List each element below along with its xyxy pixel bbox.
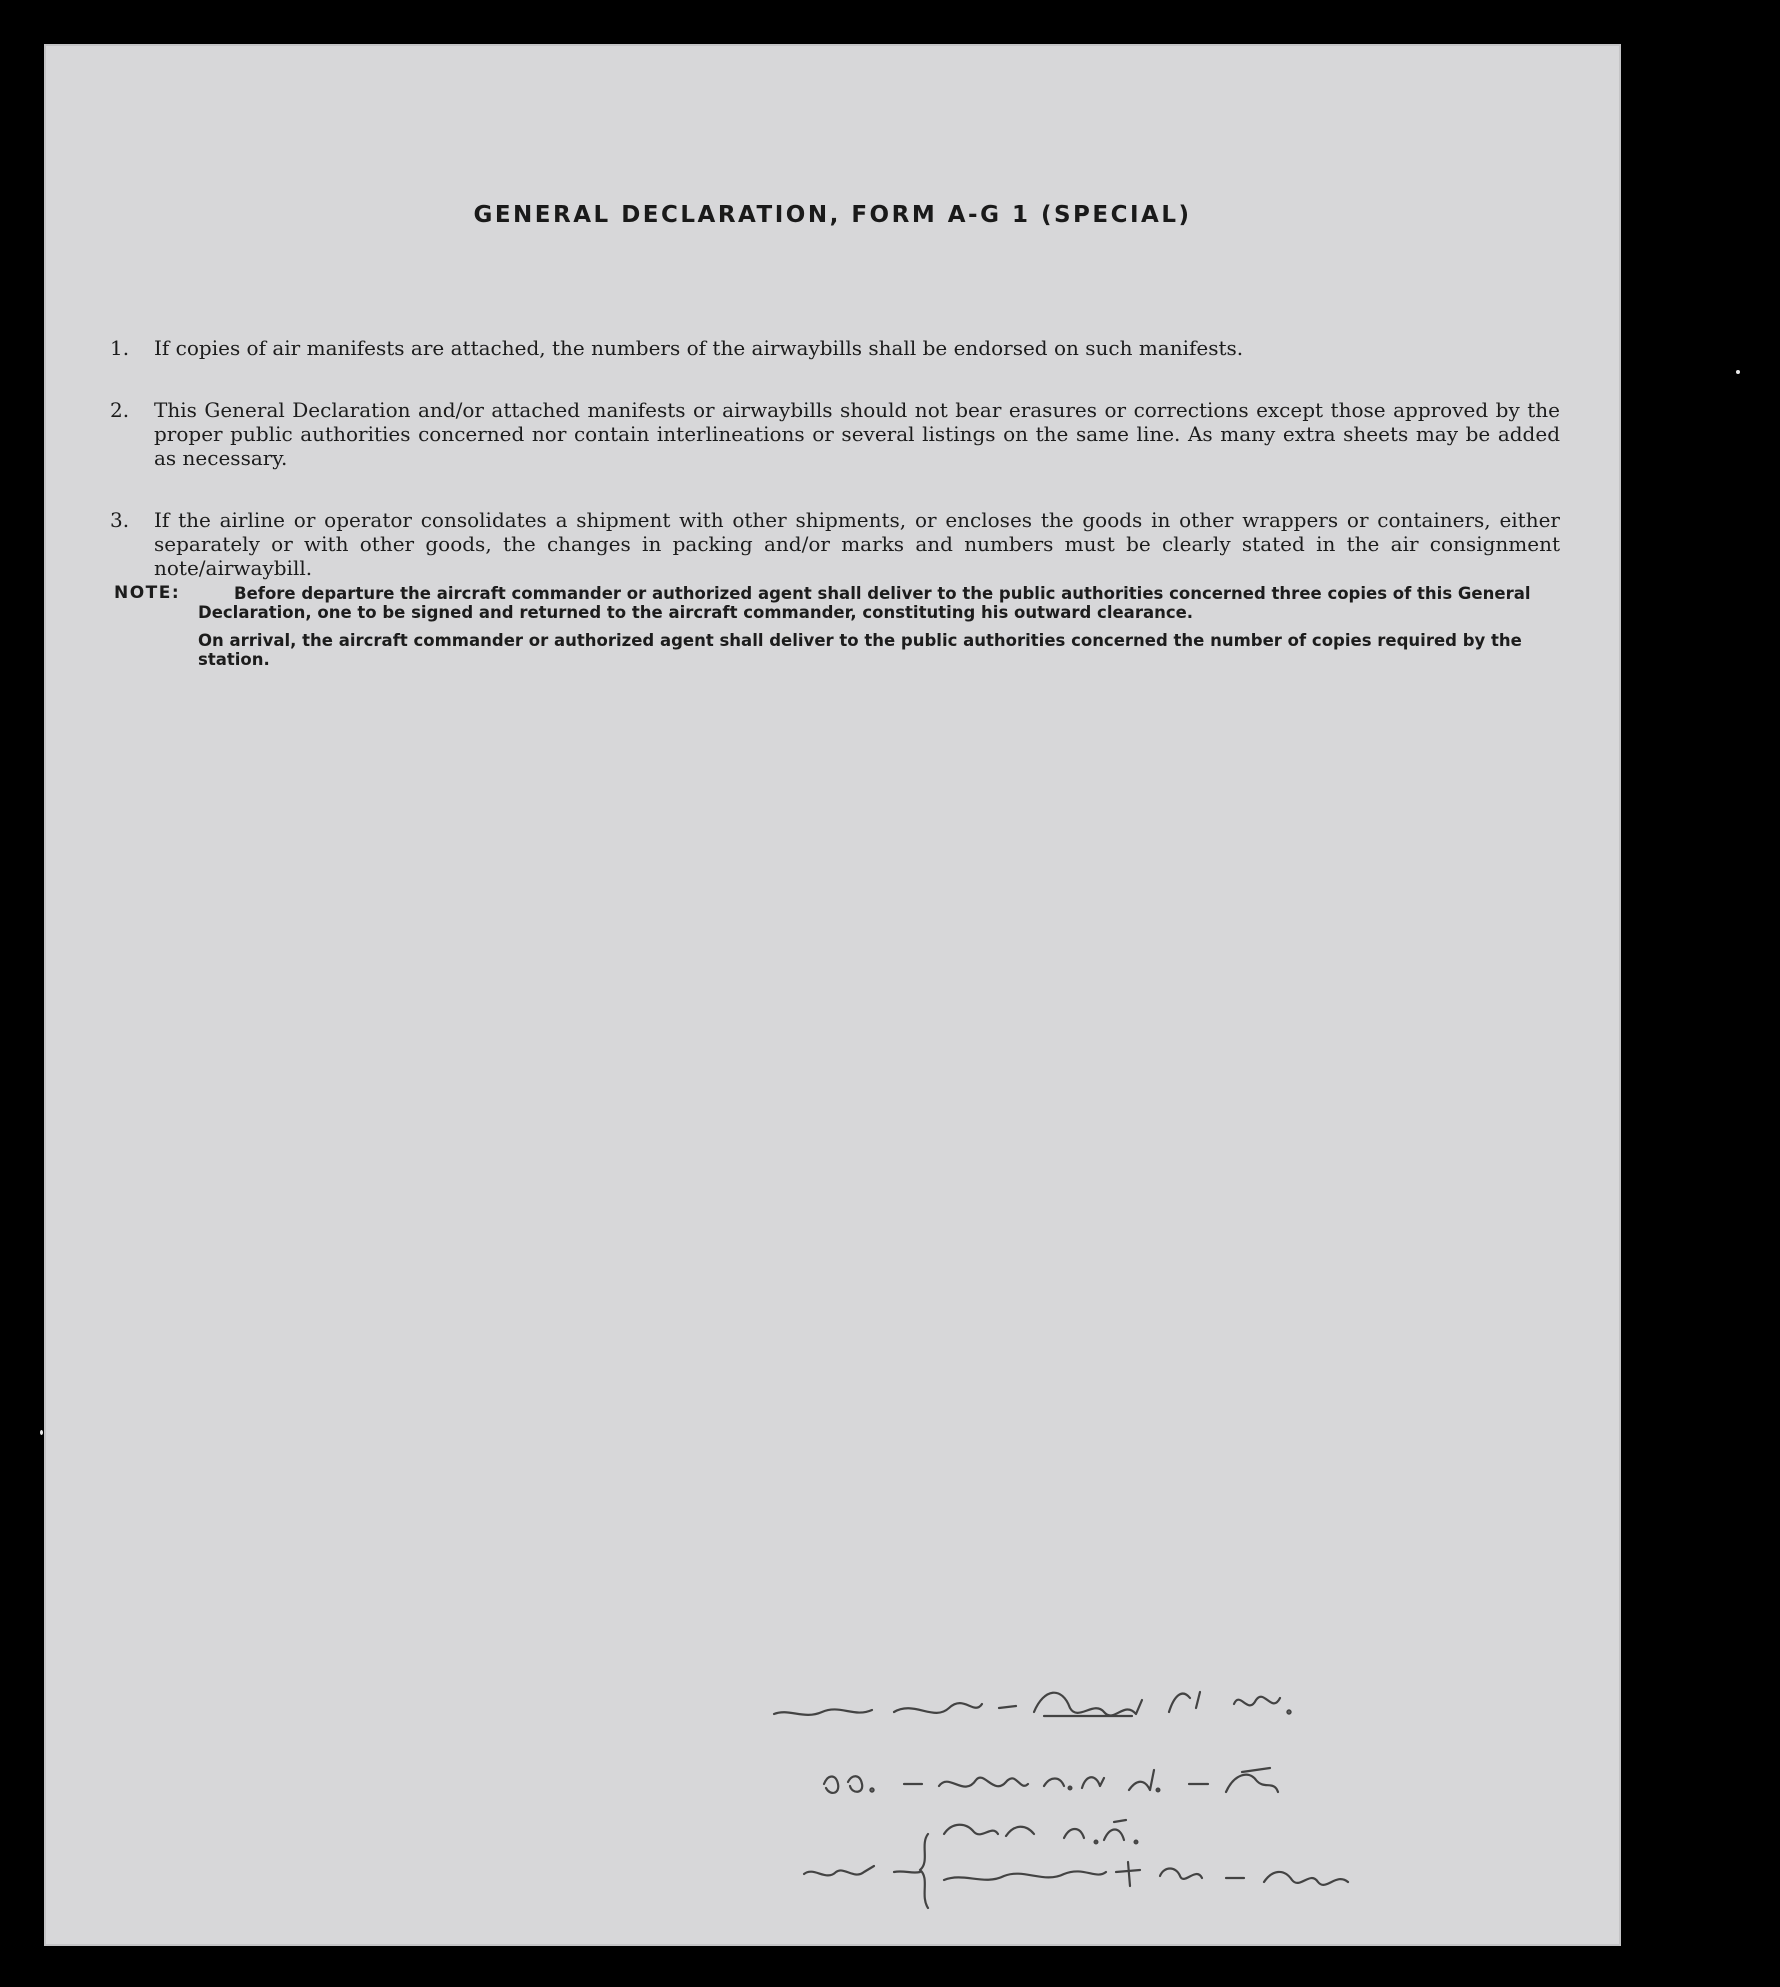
scan-speck: [40, 1430, 43, 1435]
note-block: [114, 584, 1560, 669]
item-text: This General Declaration and/or attached manifests or airwaybills should not bear erasures or corrections except those approved by the proper public authorities concerned nor contain interlineations or several listings on the same line. As many extra sheets may be added as necessary.: [154, 398, 1560, 470]
note-label: NOTE:: [114, 583, 181, 603]
bleed-through-handwriting: [744, 1604, 1604, 1944]
note-paragraph: On arrival, the aircraft commander or authorized agent shall deliver to the public authorities concerned the number of copies required by the station.: [198, 631, 1522, 669]
document-title: GENERAL DECLARATION, FORM A-G 1 (SPECIAL): [473, 202, 1192, 228]
instruction-item: [110, 508, 1560, 580]
instruction-item: [110, 336, 1560, 360]
item-number: 2.: [110, 398, 130, 422]
scan-speck: [1736, 370, 1740, 374]
note-paragraph: Before departure the aircraft commander or authorized agent shall deliver to the public authorities concerned three copies of this General Declaration, one to be signed and returned to the aircraft commander, constituting his outward clearance.: [198, 584, 1531, 622]
instruction-item: [110, 398, 1560, 470]
item-text: If the airline or operator consolidates a shipment with other shipments, or encloses the goods in other wrappers or containers, either separately or with other goods, the changes in packing and/or marks and numbers must be clearly stated in the air consignment note/airwaybill.: [154, 508, 1560, 580]
item-number: 1.: [110, 336, 130, 360]
item-number: 3.: [110, 508, 130, 532]
item-text: If copies of air manifests are attached, the numbers of the airwaybills shall be endorsed on such manifests.: [154, 336, 1244, 360]
document-sheet: [44, 44, 1621, 1946]
